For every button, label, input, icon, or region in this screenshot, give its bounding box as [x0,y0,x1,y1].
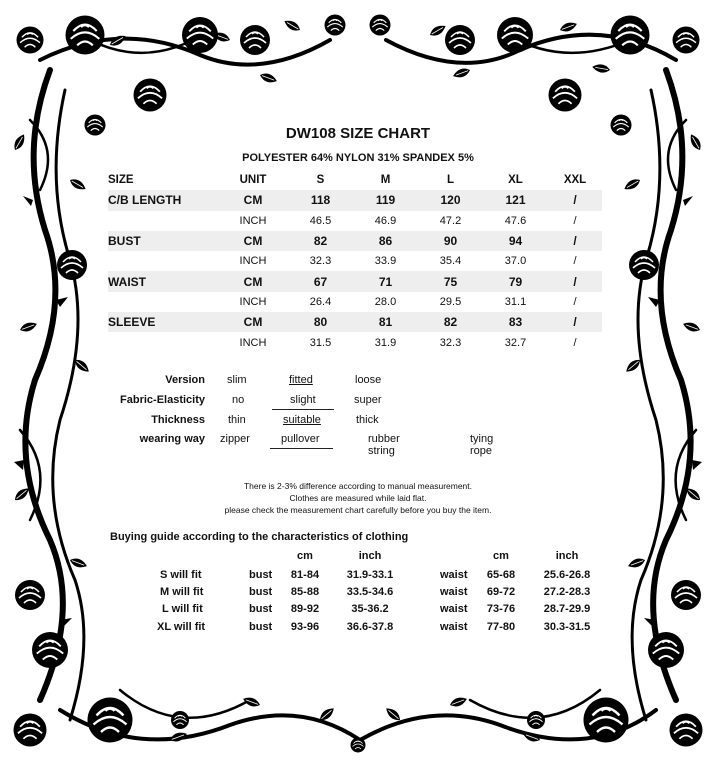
cell: 35.4 [439,255,462,268]
row-unit: INCH [239,214,267,227]
attr-label-thickness: Thickness [151,414,205,426]
attr-option: loose [355,374,382,386]
buying-guide-title: Buying guide according to the characteristics of clothing [110,531,409,543]
guide-waist-inch: 25.6-26.8 [543,569,591,581]
attr-option: slim [227,374,247,386]
row-label: BUST [108,231,218,251]
cell: 118 [288,190,353,210]
chart-title: DW108 SIZE CHART [285,125,431,142]
attr-option: no [232,394,245,406]
attr-option: zipper [220,433,250,445]
guide-bust-inch: 33.5-34.6 [346,586,394,598]
selection-underline [270,448,333,449]
attr-label-version: Version [165,374,205,386]
cell: / [573,255,577,268]
cell: 26.4 [309,295,332,308]
guide-waist-inch: 28.7-29.9 [543,603,591,615]
cell: / [573,214,577,227]
row-unit: CM [218,271,288,291]
header-l: L [446,174,455,187]
guide-bust-cm: 85-88 [290,586,320,598]
table-row [108,332,602,352]
row-label [108,251,218,271]
row-unit: INCH [239,336,267,349]
material-composition: POLYESTER 64% NYLON 31% SPANDEX 5% [242,152,474,164]
guide-bust-inch: 35-36.2 [351,603,389,615]
attr-option-selected: pullover [281,433,320,445]
cell: 80 [288,312,353,332]
cell: / [548,231,602,251]
attr-option: tying rope [470,433,494,457]
note-line: There is 2-3% difference according to manual measurement. [243,481,473,491]
guide-bust-cm: 89-92 [290,603,320,615]
table-row [108,312,602,332]
guide-bust-label: bust [249,603,273,615]
guide-size: S will fit [160,569,202,581]
table-row [108,251,602,271]
guide-waist-inch: 30.3-31.5 [543,621,591,633]
cell: 67 [288,271,353,291]
table-row [108,190,602,210]
cell: 71 [353,271,418,291]
guide-waist-cm: 73-76 [486,603,516,615]
cell: 79 [483,271,548,291]
cell: / [573,295,577,308]
cell: / [548,312,602,332]
cell: 46.9 [374,214,397,227]
header-unit: UNIT [239,174,267,187]
row-unit: INCH [239,295,267,308]
cell: 33.9 [374,255,397,268]
cell: 32.7 [504,336,527,349]
guide-waist-label: waist [440,586,468,598]
guide-size: M will fit [160,586,204,598]
row-label [108,292,218,312]
cell: 47.2 [439,214,462,227]
guide-bust-cm: 81-84 [290,569,320,581]
attr-label-fabric-elasticity: Fabric-Elasticity [120,394,205,406]
guide-waist-cm: 77-80 [486,621,516,633]
row-unit: CM [218,190,288,210]
cell: 32.3 [309,255,332,268]
table-row [108,271,602,291]
header-s: S [316,174,325,187]
cell: 81 [353,312,418,332]
header-xl: XL [508,174,523,187]
row-label: SLEEVE [108,312,218,332]
cell: 28.0 [374,295,397,308]
guide-waist-cm: 65-68 [486,569,516,581]
cell: 121 [483,190,548,210]
row-unit: CM [218,231,288,251]
attr-option-selected: suitable [283,414,321,426]
row-label [108,211,218,231]
table-row [108,211,602,231]
cell: / [573,336,577,349]
guide-waist-label: waist [440,621,468,633]
cell: 29.5 [439,295,462,308]
size-table-header [108,170,602,190]
cell: 46.5 [309,214,332,227]
cell: 31.9 [374,336,397,349]
cell: 47.6 [504,214,527,227]
guide-header-inch: inch [358,550,382,562]
attr-option-selected: slight [290,394,316,406]
size-table [108,170,602,353]
table-row [108,292,602,312]
guide-bust-label: bust [249,586,273,598]
note-line: Clothes are measured while laid flat. [289,493,427,503]
guide-header-cm: cm [493,550,509,562]
cell: / [548,271,602,291]
cell: 90 [418,231,483,251]
selection-underline [272,409,334,410]
cell: 82 [288,231,353,251]
header-xxl: XXL [563,174,587,187]
guide-waist-label: waist [440,603,468,615]
guide-bust-inch: 31.9-33.1 [346,569,394,581]
cell: 31.1 [504,295,527,308]
attr-option: thick [356,414,379,426]
attr-option: rubber string [368,433,400,457]
cell: 83 [483,312,548,332]
guide-waist-inch: 27.2-28.3 [543,586,591,598]
guide-bust-label: bust [249,569,273,581]
guide-waist-cm: 69-72 [486,586,516,598]
row-unit: INCH [239,255,267,268]
cell: 120 [418,190,483,210]
note-line: please check the measurement chart carefully before you buy the item. [224,505,492,515]
attr-option-selected: fitted [289,374,313,386]
guide-size: L will fit [162,603,203,615]
attr-label-wearing-way: wearing way [139,433,205,445]
guide-size: XL will fit [157,621,206,633]
cell: 86 [353,231,418,251]
guide-bust-label: bust [249,621,273,633]
guide-header-inch: inch [555,550,579,562]
cell: 31.5 [309,336,332,349]
cell: 94 [483,231,548,251]
row-unit: CM [218,312,288,332]
header-size: SIZE [108,174,134,187]
cell: 32.3 [439,336,462,349]
guide-header-cm: cm [297,550,313,562]
cell: 82 [418,312,483,332]
guide-waist-label: waist [440,569,468,581]
guide-bust-cm: 93-96 [290,621,320,633]
table-row [108,231,602,251]
row-label [108,332,218,352]
cell: 119 [353,190,418,210]
row-label: WAIST [108,271,218,291]
attr-option: thin [228,414,246,426]
guide-bust-inch: 36.6-37.8 [346,621,394,633]
cell: / [548,190,602,210]
attr-option: super [354,394,382,406]
header-m: M [380,174,391,187]
cell: 75 [418,271,483,291]
row-label: C/B LENGTH [108,190,218,210]
cell: 37.0 [504,255,527,268]
